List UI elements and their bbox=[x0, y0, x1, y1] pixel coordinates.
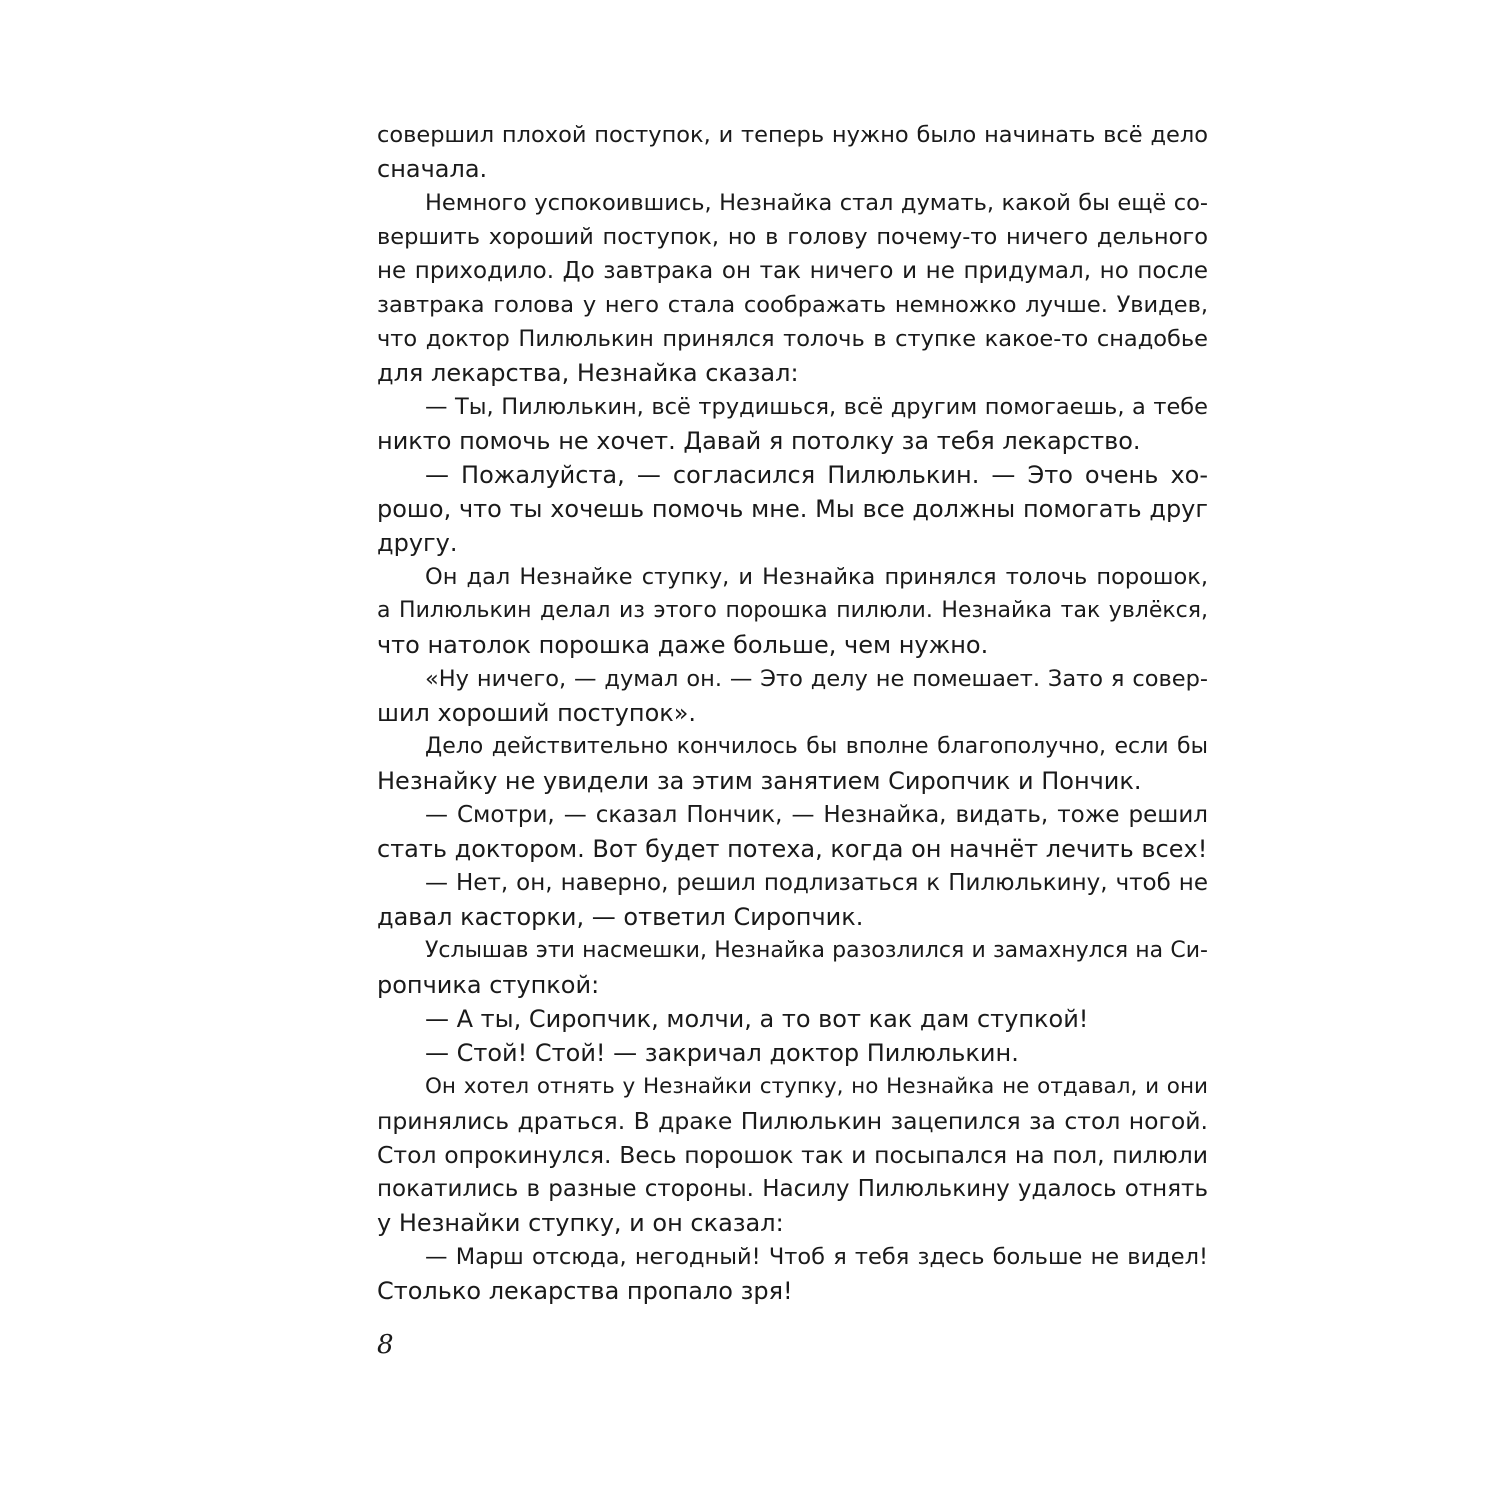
body-text bbox=[377, 118, 1208, 1308]
text-line: принялись драться. В драке Пилюлькин зацепился за стол ногой. bbox=[377, 1107, 1208, 1135]
text-line: Стол опрокинулся. Весь порошок так и посыпался на пол, пилюли bbox=[377, 1141, 1208, 1169]
text-line: ропчика ступкой: bbox=[377, 971, 600, 999]
text-line: вершить хороший поступок, но в голову почему-то ничего дельного bbox=[377, 224, 1208, 250]
text-line: Незнайку не увидели за этим занятием Сиропчик и Пончик. bbox=[377, 767, 1142, 795]
text-line: покатились в разные стороны. Насилу Пилюлькину удалось отнять bbox=[377, 1176, 1208, 1202]
text-line: стать доктором. Вот будет потеха, когда он начнёт лечить всех! bbox=[377, 835, 1208, 863]
text-line: — А ты, Сиропчик, молчи, а то вот как дам ступкой! bbox=[425, 1005, 1089, 1033]
text-line: никто помочь не хочет. Давай я потолку за тебя лекарство. bbox=[377, 427, 1141, 455]
text-line: Он хотел отнять у Незнайки ступку, но Незнайка не отдавал, и они bbox=[425, 1074, 1208, 1099]
text-line: сначала. bbox=[377, 155, 488, 183]
page-number: 8 bbox=[377, 1330, 394, 1360]
text-line: «Ну ничего, — думал он. — Это делу не помешает. Зато я совер- bbox=[425, 666, 1208, 692]
text-line: — Пожалуйста, — согласился Пилюлькин. — Это очень хо- bbox=[425, 461, 1208, 489]
text-line: другу. bbox=[377, 529, 458, 557]
text-line: Услышав эти насмешки, Незнайка разозлился и замахнулся на Си- bbox=[425, 938, 1208, 963]
text-line: — Нет, он, наверно, решил подлизаться к Пилюлькину, чтоб не bbox=[425, 870, 1208, 896]
text-line: шил хороший поступок». bbox=[377, 699, 697, 727]
text-line: Немного успокоившись, Незнайка стал думать, какой бы ещё со- bbox=[425, 190, 1208, 216]
text-line: — Ты, Пилюлькин, всё трудишься, всё другим помогаешь, а тебе bbox=[425, 394, 1208, 420]
text-line: — Смотри, — сказал Пончик, — Незнайка, видать, тоже решил bbox=[425, 802, 1208, 828]
text-line: а Пилюлькин делал из этого порошка пилюли. Незнайка так увлёкся, bbox=[377, 598, 1208, 623]
text-line: что доктор Пилюлькин принялся толочь в ступке какое-то снадобье bbox=[377, 326, 1208, 352]
text-line: рошо, что ты хочешь помочь мне. Мы все должны помогать друг bbox=[377, 495, 1208, 523]
text-line: Дело действительно кончилось бы вполне благополучно, если бы bbox=[425, 734, 1208, 759]
text-line: не приходило. До завтрака он так ничего и не придумал, но после bbox=[377, 258, 1208, 284]
text-line: давал касторки, — ответил Сиропчик. bbox=[377, 903, 864, 931]
text-line: Столько лекарства пропало зря! bbox=[377, 1277, 793, 1305]
text-line: для лекарства, Незнайка сказал: bbox=[377, 359, 799, 387]
text-line: совершил плохой поступок, и теперь нужно было начинать всё дело bbox=[377, 122, 1208, 148]
text-line: у Незнайки ступку, и он сказал: bbox=[377, 1209, 784, 1237]
text-line: завтрака голова у него стала соображать немножко лучше. Увидев, bbox=[377, 292, 1208, 318]
text-line: — Стой! Стой! — закричал доктор Пилюлькин. bbox=[425, 1039, 1019, 1067]
text-line: Он дал Незнайке ступку, и Незнайка принялся толочь порошок, bbox=[425, 564, 1208, 590]
text-line: — Марш отсюда, негодный! Чтоб я тебя здесь больше не видел! bbox=[425, 1244, 1208, 1270]
text-line: что натолок порошка даже больше, чем нужно. bbox=[377, 631, 989, 659]
